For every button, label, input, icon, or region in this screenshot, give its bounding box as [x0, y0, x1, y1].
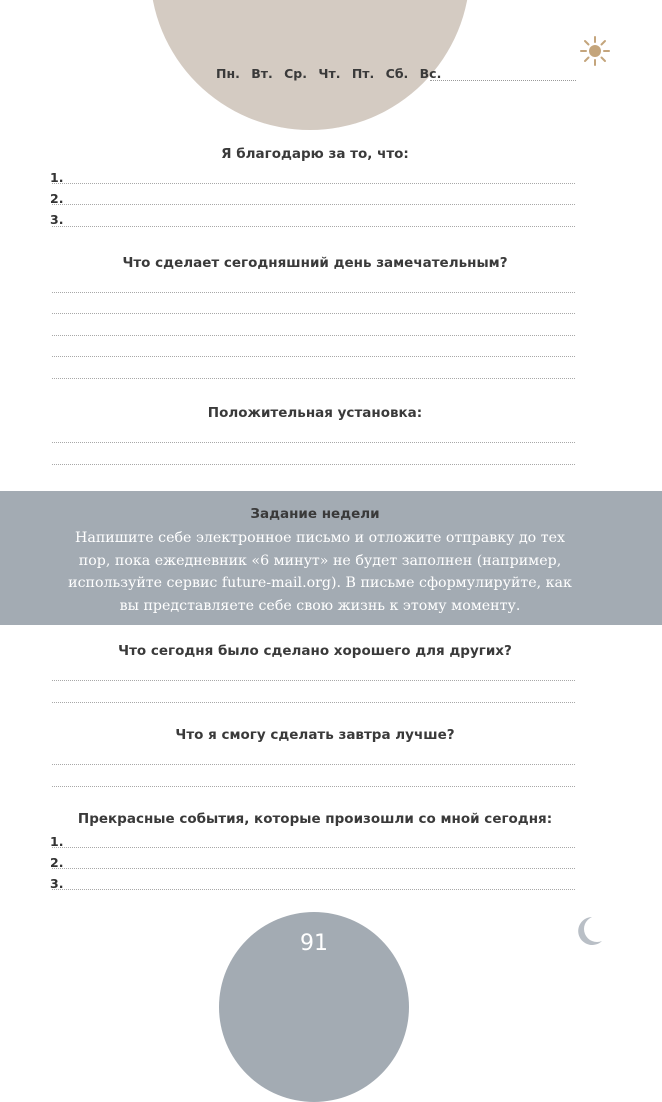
better-tomorrow-heading: Что я смогу сделать завтра лучше? [175, 727, 455, 743]
gratitude-line-3[interactable] [52, 226, 575, 227]
date-field[interactable] [430, 80, 576, 81]
events-line-1[interactable] [52, 847, 575, 848]
day-mon[interactable]: Пн. [216, 66, 240, 81]
weekly-task-text [60, 527, 580, 617]
affirmation-line-1[interactable] [52, 442, 575, 443]
weekly-task-title: Задание недели [250, 506, 380, 522]
events-line-3[interactable] [52, 889, 575, 890]
sun-icon [578, 34, 612, 68]
wonderful-day-line-1[interactable] [52, 292, 575, 293]
weekday-selector [216, 66, 448, 81]
gratitude-line-1[interactable] [52, 183, 575, 184]
day-sat[interactable]: Сб. [385, 66, 409, 81]
good-for-others-heading: Что сегодня было сделано хорошего для других? [118, 643, 512, 659]
gratitude-number-3: 3. [50, 212, 64, 227]
gratitude-number-2: 2. [50, 191, 64, 206]
good-for-others-line-1[interactable] [52, 680, 575, 681]
weekly-task-line-1: Напишите себе электронное письмо и отложите отправку до тех [75, 530, 565, 546]
wonderful-day-line-3[interactable] [52, 335, 575, 336]
day-thu[interactable]: Чт. [318, 66, 341, 81]
events-line-2[interactable] [52, 868, 575, 869]
affirmation-heading: Положительная установка: [207, 405, 423, 421]
events-number-1: 1. [50, 834, 64, 849]
day-wed[interactable]: Ср. [284, 66, 307, 81]
better-tomorrow-line-1[interactable] [52, 764, 575, 765]
moon-icon [574, 914, 604, 948]
day-fri[interactable]: Пт. [351, 66, 375, 81]
weekly-task-line-4: вы представляете себе свою жизнь к этому моменту. [119, 597, 521, 614]
day-sun[interactable]: Вс. [419, 66, 442, 81]
day-tue[interactable]: Вт. [251, 66, 273, 81]
weekly-task-line-3: используйте сервис future-mail.org). В письме сформулируйте, как [68, 575, 572, 591]
gratitude-number-1: 1. [50, 170, 64, 185]
weekly-task-line-2: пор, пока ежедневник «6 минут» не будет заполнен (например, [78, 552, 562, 569]
beautiful-events-heading: Прекрасные события, которые произошли со мной сегодня: [77, 811, 553, 827]
wonderful-day-line-4[interactable] [52, 356, 575, 357]
better-tomorrow-line-2[interactable] [52, 786, 575, 787]
good-for-others-line-2[interactable] [52, 702, 575, 703]
events-number-2: 2. [50, 855, 64, 870]
gratitude-heading: Я благодарю за то, что: [221, 146, 409, 162]
events-number-3: 3. [50, 876, 64, 891]
wonderful-day-line-5[interactable] [52, 378, 575, 379]
page-number: 91 [300, 931, 328, 956]
gratitude-line-2[interactable] [52, 204, 575, 205]
top-decorative-circle [150, 0, 470, 130]
wonderful-day-heading: Что сделает сегодняшний день замечательным? [122, 255, 508, 271]
affirmation-line-2[interactable] [52, 464, 575, 465]
wonderful-day-line-2[interactable] [52, 313, 575, 314]
